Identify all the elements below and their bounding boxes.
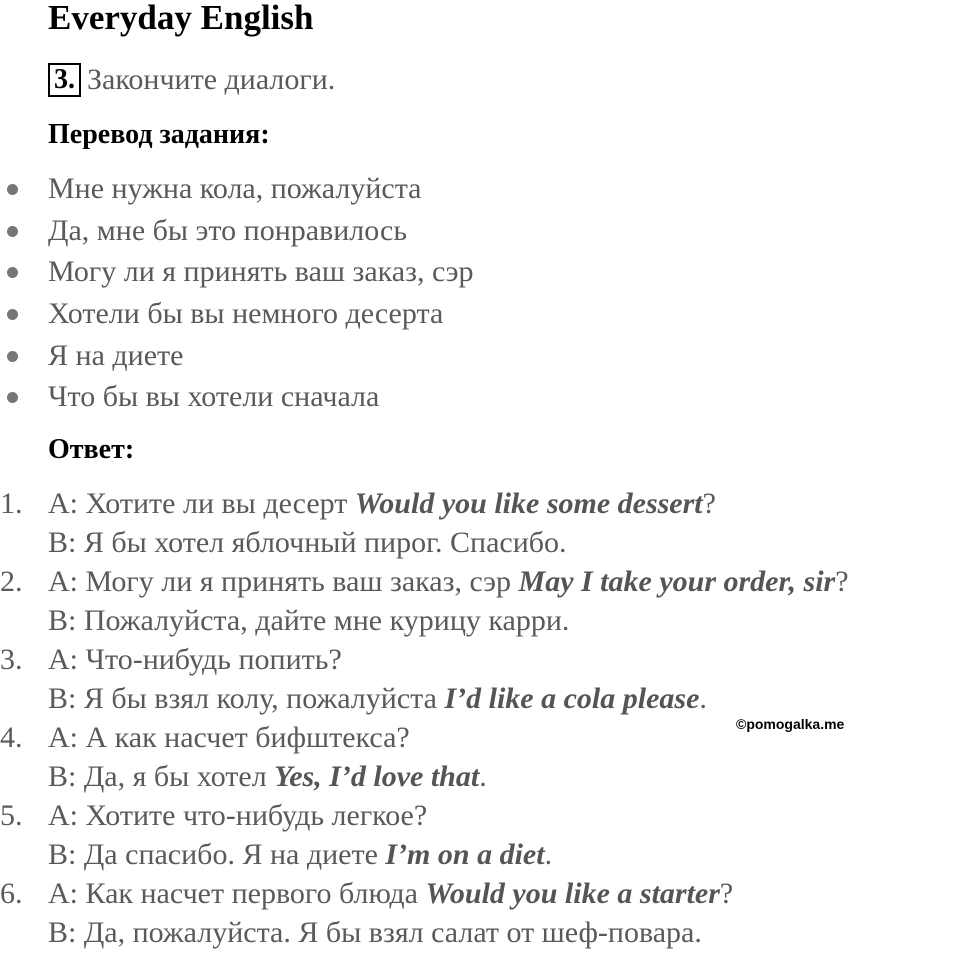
dialog-en-text: Would you like some dessert bbox=[354, 487, 703, 520]
dialog-punct: . bbox=[699, 682, 707, 715]
dialog-line-a bbox=[48, 874, 733, 913]
dialog-ru-text: A: Как насчет первого блюда bbox=[48, 877, 426, 910]
translation-item bbox=[0, 210, 474, 252]
answer-number: 1. bbox=[0, 487, 23, 520]
translation-item bbox=[0, 168, 474, 210]
dialog-line-b bbox=[48, 913, 702, 952]
dialog-en-text: I’d like a cola please bbox=[444, 682, 700, 715]
translation-item-text: Да, мне бы это понравилось bbox=[48, 213, 408, 247]
dialog-punct: ? bbox=[719, 877, 734, 910]
translation-heading: Перевод задания: bbox=[48, 119, 270, 150]
task-number-badge: 3. bbox=[48, 63, 81, 97]
answer-number: 5. bbox=[0, 799, 23, 832]
dialog-ru-text: B: Да, я бы хотел bbox=[48, 760, 275, 793]
dialog-line-b bbox=[48, 523, 567, 562]
dialog-line-b bbox=[48, 679, 707, 718]
dialog-en-text: I’m on a diet bbox=[385, 838, 545, 871]
bullet-dot-icon bbox=[7, 392, 18, 403]
dialog-ru-text: B: Я бы хотел яблочный пирог. Спасибо. bbox=[48, 526, 567, 559]
dialog-en-text: Would you like a starter bbox=[425, 877, 720, 910]
translation-item bbox=[0, 251, 474, 293]
dialog-ru-text: B: Я бы взял колу, пожалуйста bbox=[48, 682, 445, 715]
dialog-line-a bbox=[48, 796, 427, 835]
translation-item bbox=[0, 293, 474, 335]
answer-number: 4. bbox=[0, 721, 23, 754]
dialog-ru-text: A: А как насчет бифштекса? bbox=[48, 721, 410, 754]
dialog-ru-text: A: Могу ли я принять ваш заказ, сэр bbox=[48, 565, 519, 598]
bullet-dot-icon bbox=[7, 184, 18, 195]
dialog-line-a bbox=[48, 484, 716, 523]
bullet-dot-icon bbox=[7, 267, 18, 278]
dialog-line-a bbox=[48, 718, 410, 757]
answer-number: 6. bbox=[0, 877, 23, 910]
bullet-dot-icon bbox=[7, 309, 18, 320]
translation-item-text: Могу ли я принять ваш заказ, сэр bbox=[48, 255, 474, 289]
translation-item bbox=[0, 376, 474, 418]
bullet-dot-icon bbox=[7, 351, 18, 362]
answer-number: 3. bbox=[0, 643, 23, 676]
watermark: ©pomogalka.me bbox=[736, 716, 845, 732]
answer-heading: Ответ: bbox=[48, 434, 135, 465]
translation-item-text: Хотели бы вы немного десерта bbox=[48, 297, 444, 331]
dialog-line-b bbox=[48, 835, 552, 874]
dialog-en-text: Yes, I’d love that bbox=[274, 760, 480, 793]
translation-item-text: Я на диете bbox=[48, 338, 184, 372]
dialog-punct: ? bbox=[702, 487, 716, 520]
dialog-line-a bbox=[48, 562, 849, 601]
dialog-ru-text: B: Да, пожалуйста. Я бы взял салат от шеф-повара. bbox=[48, 916, 702, 949]
translation-list bbox=[0, 168, 474, 418]
dialog-ru-text: B: Да спасибо. Я на диете bbox=[48, 838, 386, 871]
dialog-line-b bbox=[48, 757, 487, 796]
dialog-en-text: May I take your order, sir bbox=[518, 565, 836, 598]
bullet-dot-icon bbox=[7, 226, 18, 237]
dialog-ru-text: B: Пожалуйста, дайте мне курицу карри. bbox=[48, 604, 570, 637]
translation-item-text: Мне нужна кола, пожалуйста bbox=[48, 172, 422, 205]
dialog-ru-text: A: Хотите ли вы десерт bbox=[48, 487, 355, 520]
translation-item-text: Что бы вы хотели сначала bbox=[48, 380, 380, 414]
page-title: Everyday English bbox=[48, 0, 314, 37]
task-header bbox=[48, 60, 335, 100]
dialog-line-a bbox=[48, 640, 342, 679]
translation-item bbox=[0, 335, 474, 377]
dialog-punct: . bbox=[544, 838, 553, 871]
answer-number: 2. bbox=[0, 565, 23, 598]
task-instruction: Закончите диалоги. bbox=[87, 63, 336, 96]
dialog-ru-text: A: Что-нибудь попить? bbox=[48, 643, 342, 676]
dialog-ru-text: A: Хотите что-нибудь легкое? bbox=[48, 799, 428, 832]
dialog-line-b bbox=[48, 601, 569, 640]
dialog-punct: ? bbox=[835, 565, 849, 598]
dialog-punct: . bbox=[479, 760, 487, 793]
